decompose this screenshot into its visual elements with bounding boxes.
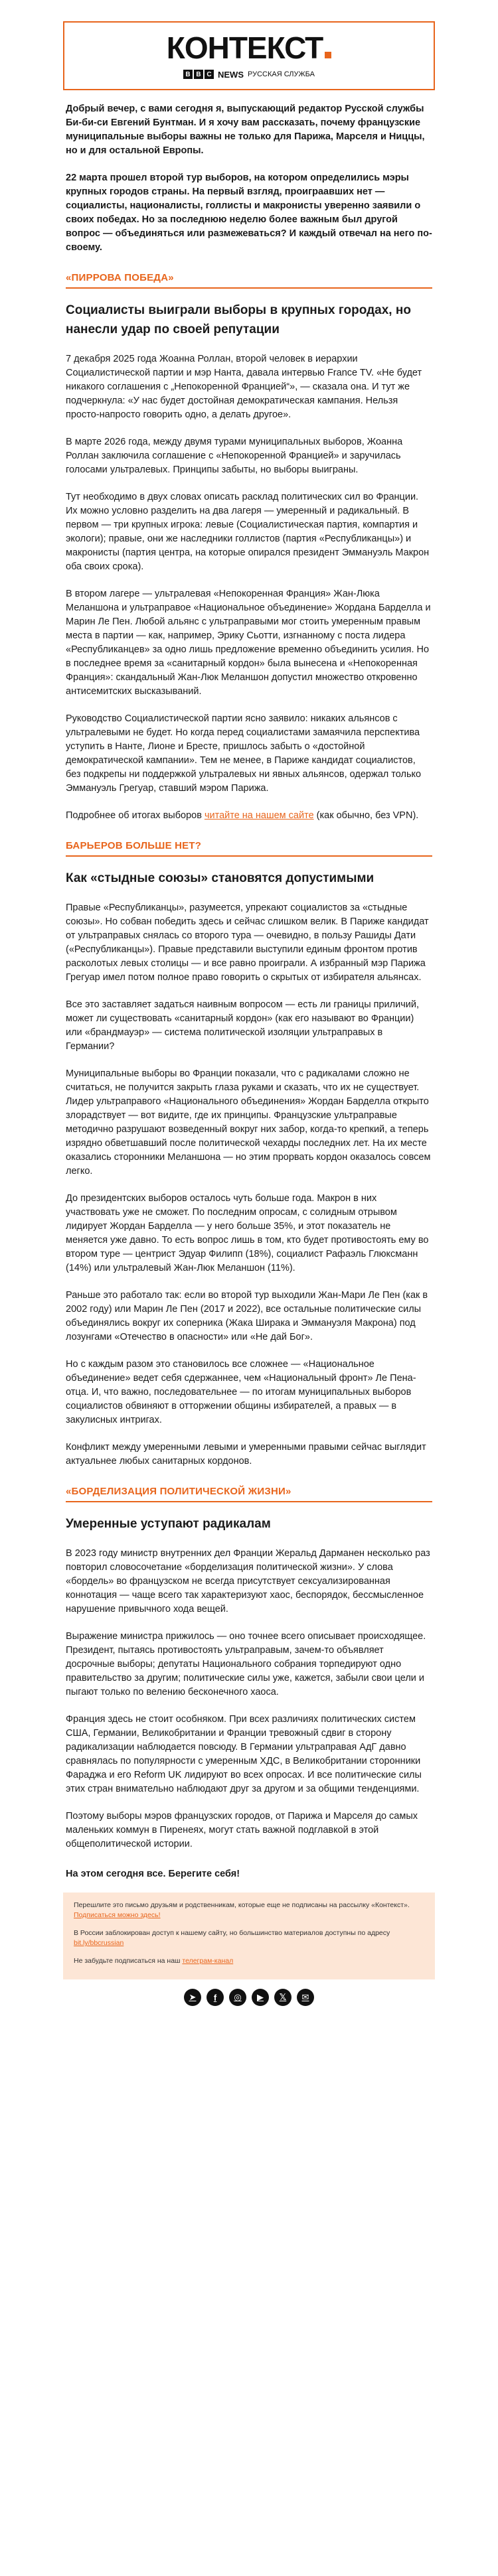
body-paragraph: Выражение министра прижилось — оно точнее всего описывает происходящее. Президент, пытаясь противостоять ультраправым, зачем-то объявляет досрочные выборы; депутаты Национального собрания торпедируют одно правительство за другим; политические силы уже, кажется, забыли свои цели и пыгают только по велению бесконечного хаоса. [66,1631,426,1697]
body-paragraph: Все это заставляет задаться наивным вопросом — есть ли границы приличий, может ли существовать «санитарный кордон» (как его называют во Франции) или «брандмауэр» — система политической изоляции ультраправых в Германии? [66,999,420,1052]
section-kicker: «БОРДЕЛИЗАЦИЯ ПОЛИТИЧЕСКОЙ ЖИЗНИ» [66,1486,291,1497]
body-paragraph: Но с каждым разом это становилось все сложнее — «Национальное объединение» ведет себя сдержаннее, чем «Национальный фронт» Ле Пена-отца. И, что важно, последовательнее — по итогам муниципальных выборов социалистов обвиняют в отторжении общины избирателей, а правых — в закулисных интригах. [66,1359,416,1425]
body-paragraph: Раньше это работало так: если во второй тур выходили Жан-Мари Ле Пен (как в 2002 году) или Марин Ле Пен (2017 и 2022), все остальные политические силы объединялись вокруг их соперника (Жака Ширака и Эммануэля Макрона) под лозунгами «Отечество в опасности» или «Не дай Бог». [66,1290,428,1342]
social-links [63,1989,435,2006]
section-title: Социалисты выиграли выборы в крупных городах, но нанесли удар по своей репутации [66,303,411,336]
body-paragraph: Франция здесь не стоит особняком. При всех различиях политических систем США, Германии, Великобритании и Франции тревожный сдвиг в сторону радикализации наблюдается повсюду. В Германии ультраправая АдГ давно сравнялась по популярности с умеренным ХДС, в Великобритании сторонники Фараджа и его Reform UK лидируют во всех опросах. И все политические силы этих стран внимательно наблюдают друг за другом и за общими тенденциями. [66,1714,422,1794]
section-kicker: «ПИРРОВА ПОБЕДА» [66,272,174,283]
kontekst-logo [166,30,332,65]
more-prefix: Подробнее об итогах выборов [66,810,202,821]
body-paragraph: В втором лагере — ультралевая «Непокоренная Франция» Жан-Люка Меланшона и ультраправое «Национальное объединение» Жордана Барделла и Марин Ле Пен. Любой альянс с ультраправыми мог стоить умеренным правым места в партии — как, например, Эрику Сьотти, изгнанному с поста лидера «Республиканцев» за одно лишь предложение временно объединить усилия. Но в последнее время за «санитарный кордон» была вынесена и «Непокоренная Франция»: скандальный Жан-Люк Меланшон допустил множество откровенно антисемитских высказываний. [66,589,431,697]
mirror-link[interactable]: bit.ly/bbcrussian [74,1939,124,1947]
footer-telegram-text: Не забудьте подписаться на наш [74,1957,181,1965]
footer-block-text: В России заблокирован доступ к нашему сайту, но большинство материалов доступны по адресу [74,1929,390,1937]
brand-service: РУССКАЯ СЛУЖБА [248,70,315,78]
section-divider [66,855,432,857]
bbc-block: B [183,70,193,79]
section-kicker: БАРЬЕРОВ БОЛЬШЕ НЕТ? [66,840,202,851]
body-paragraph: Руководство Социалистической партии ясно заявило: никаких альянсов с ультралевыми не будет. Но когда перед социалистами замаячила перспектива уступить в Нанте, Лионе и Бресте, пришлось забыть о «достойной демократической кампании». Тем не менее, в Париже кандидат социалистов, без подкрепы ни поддержкой ультралевых ни явных альянсов, одержал только Эммануэль Грегуар, ставший мэром Парижа. [66,713,422,794]
footer-forward [74,1900,424,1920]
telegram-icon[interactable]: ➤ [184,1989,201,2006]
bbc-block: C [205,70,214,79]
newsletter-content [63,102,435,1879]
body-paragraph: В марте 2026 года, между двумя турами муниципальных выборов, Жоанна Роллан заключила соглашение с «Непокоренной Францией» и заручилась голосами ультралевых. Принципы забыты, но выборы выиграны. [66,437,403,475]
body-paragraph: 7 декабря 2025 года Жоанна Роллан, второй человек в иерархии Социалистической партии и мэр Нанта, давала интервью France TV. «Не будет никакого соглашения с „Непокоренной Францией“», — сказала она. И тут же подчеркнула: «У нас будет достойная демократическая кампания. Нельзя просто-напросто говорить одно, а делать другое». [66,354,422,420]
facebook-icon[interactable]: f [207,1989,224,2006]
bbc-block: B [194,70,203,79]
intro-paragraph: 22 марта прошел второй тур выборов, на котором определились мэры крупных городов страны. На первый взгляд, проиграавших нет — социалисты, националисты, голлисты и макронисты уверенно заявили о своих победах. Но за последнюю неделю более важным был другой вопрос — объединяться или размежеваться? И каждый отвечал на него по-своему. [66,173,432,253]
x-icon[interactable]: 𝕏 [274,1989,291,2006]
telegram-channel-link[interactable]: телеграм-канал [182,1957,234,1965]
body-paragraph: До президентских выборов осталось чуть больше года. Макрон в них участвовать уже не сможет. По последним опросам, с солидным отрывом лидирует Жордан Барделла — у него больше 35%, и этот показатель не меняется уже давно. То есть вопрос лишь в том, кто будет противостоять ему во втором туре — центрист Эдуар Филипп (18%), социалист Рафаэль Глюксманн (14%) или ультралевый Жан-Люк Меланшон (11%). [66,1193,429,1273]
logo-dot [325,52,331,58]
brand-news: NEWS [218,69,244,80]
logo-text: КОНТЕКСТ [166,30,323,65]
section-title: Умеренные уступают радикалам [66,1517,271,1531]
footer-forward-text: Перешлите это письмо друзьям и родственникам, которые еще не подписаны на рассылку «Контекст». [74,1901,410,1909]
intro-paragraph: Добрый вечер, с вами сегодня я, выпускающий редактор Русской службы Би-би-си Евгений Бунтман. И я хочу вам рассказать, почему французские муниципальные выборы важны не только для Парижа, Марселя и Ниццы, но и для остальной Европы. [66,104,425,156]
instagram-icon[interactable]: ◎ [229,1989,246,2006]
more-suffix: (как обычно, без VPN). [316,810,419,821]
brand-line [183,70,315,80]
body-paragraph: Конфликт между умеренными левыми и умеренными правыми сейчас выглядит актуальнее любых санитарных кордонов. [66,1442,426,1467]
section-divider [66,1501,432,1502]
section-title: Как «стыдные союзы» становятся допустимыми [66,871,374,885]
body-paragraph: В 2023 году министр внутренних дел Франции Жеральд Дарманен несколько раз повторил словосочетание «борделизация политической жизни». У слова «бордель» во французском не всегда присутствует сексуализированная коннотация — чаще всего так характеризуют хаос, беспорядок, бессмысленное нарушение привычного хода вещей. [66,1548,430,1614]
youtube-icon[interactable]: ▶ [252,1989,269,2006]
email-icon[interactable]: ✉ [297,1989,314,2006]
signoff: На этом сегодня все. Берегите себя! [66,1869,240,1879]
body-paragraph: Поэтому выборы мэров французских городов, от Парижа и Марселя до самых маленьких коммун в Пиренеях, могут стать важной подглавкой в этой общеполитической истории. [66,1811,418,1849]
masthead [63,21,435,90]
subscribe-link[interactable]: Подписаться можно здесь! [74,1911,161,1919]
footer-block-note [74,1928,424,1948]
footer-box [63,1893,435,1979]
body-paragraph: Муниципальные выборы во Франции показали, что с радикалами сложно не считаться, не получится закрыть глаза руками и сказать, что их не существует. Лидер ультраправого «Национального объединения» Жордан Барделла открыто злорадствует — вот видите, где их принципы. Французские ультраправые методично разрушают возведенный вокруг них забор, когда-то крепкий, а теперь изрядно обветшавший после политической чехарды последних лет. На их месте оказались сторонники Меланшона — но этим прорвать кордон оказалось совсем легко. [66,1068,431,1177]
more-paragraph [66,809,432,823]
section-divider [66,287,432,289]
bbc-logo [183,70,214,79]
body-paragraph: Тут необходимо в двух словах описать расклад политических сил во Франции. Их можно условно разделить на два лагеря — умеренный и радикальный. В первом — три крупных игрока: левые (Социалистическая партия, компартия и экологи); правые, они же наследники голлистов (партия «Республиканцы») и макронисты (партия центра, на которые опиралcя президент Эммануэль Макрон оба своих срока). [66,492,430,572]
read-on-site-link[interactable]: читайте на нашем сайте [204,810,314,821]
body-paragraph: Правые «Республиканцы», разумеется, упрекают социалистов за «стыдные союзы». Но собван победить здесь и сейчас слишком велик. В Париже кандидат от ультраправых снялась со второго тура — очевидно, в пользу Рашиды Дати («Республиканцы»). Правые представили выступили единым фронтом против расколотых левых столицы — и все равно проиграли. А избранный мэр Парижа Грегуар имел потом полное право говорить о скрытых от избирателя альянсах. [66,902,429,983]
footer-telegram-note [74,1956,424,1966]
